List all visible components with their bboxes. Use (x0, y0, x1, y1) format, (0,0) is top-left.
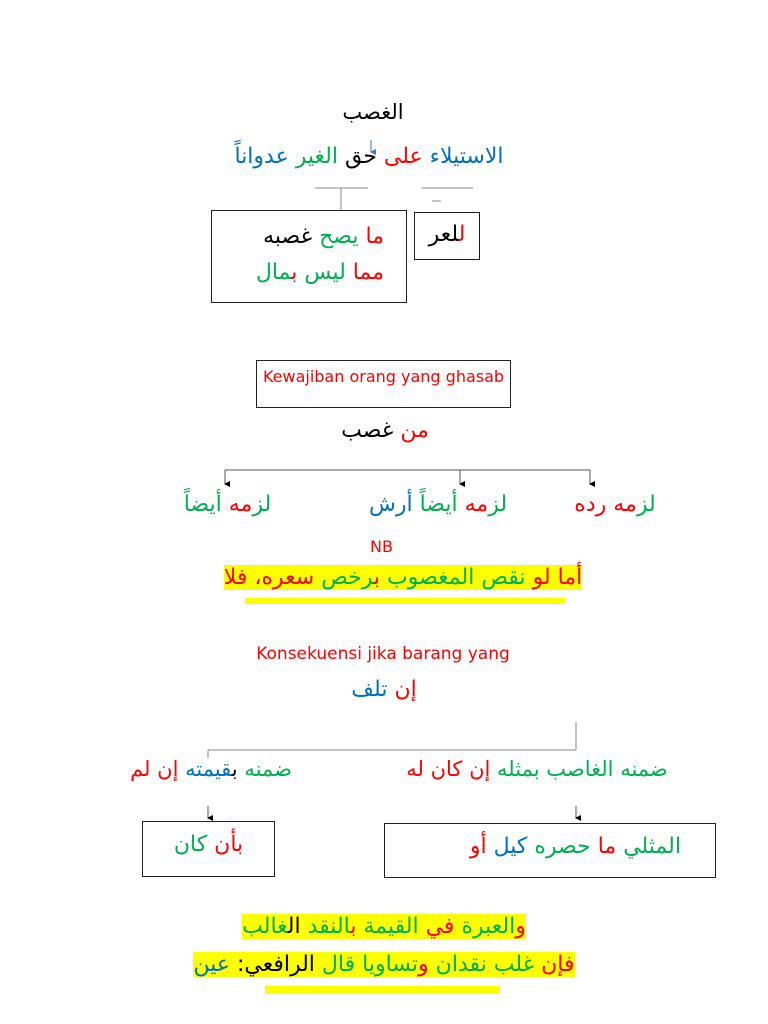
qimah-condition-box: بأن كان (142, 821, 275, 877)
branch-qimah: ضمنه بقيمته إن لم (130, 757, 292, 781)
section2-title: من غصب (341, 418, 429, 443)
scope-line-1: ما يصح غصبه (263, 224, 384, 249)
section1-title: الغصب (342, 100, 404, 124)
nb-note-overflow (245, 598, 565, 604)
urf-box: للعر (414, 212, 480, 260)
ghasb-scope-box (211, 210, 407, 303)
nb-label: NB (370, 537, 393, 556)
def-word-2: على (383, 144, 423, 169)
branch-also: لزمه أيضاً (183, 492, 272, 517)
nb-note: أما لو نقص المغصوب برخص سعره، فلا (223, 565, 583, 590)
currency-rule-line-2: فإن غلب نقدان وتساويا قال الرافعي: عين (193, 952, 575, 977)
branch-return: لزمه رده (574, 492, 656, 517)
mithli-definition-box: المثلي ما حصره كيل أو (384, 823, 716, 878)
branch-arsh: لزمه أيضاً أرش (368, 492, 508, 517)
kewajiban-caption-box: Kewajiban orang yang ghasab (256, 360, 511, 408)
def-word-5: عدواناً (234, 144, 289, 169)
currency-rule-overflow (265, 986, 500, 994)
scope-line-2: مما ليس بمال (255, 260, 384, 285)
konsekuensi-caption: Konsekuensi jika barang yang (256, 644, 510, 664)
def-word-4: الغير (295, 144, 338, 169)
definition-line (196, 144, 542, 169)
def-word-1: الاستيلاء (429, 144, 504, 169)
currency-rule-line-1: والعبرة في القيمة بالنقد الغالب (242, 914, 526, 939)
section3-title: إن تلف (351, 677, 417, 702)
branch-mithli: ضمنه الغاصب بمثله إن كان له (406, 757, 668, 781)
def-word-3: حق (344, 144, 377, 169)
